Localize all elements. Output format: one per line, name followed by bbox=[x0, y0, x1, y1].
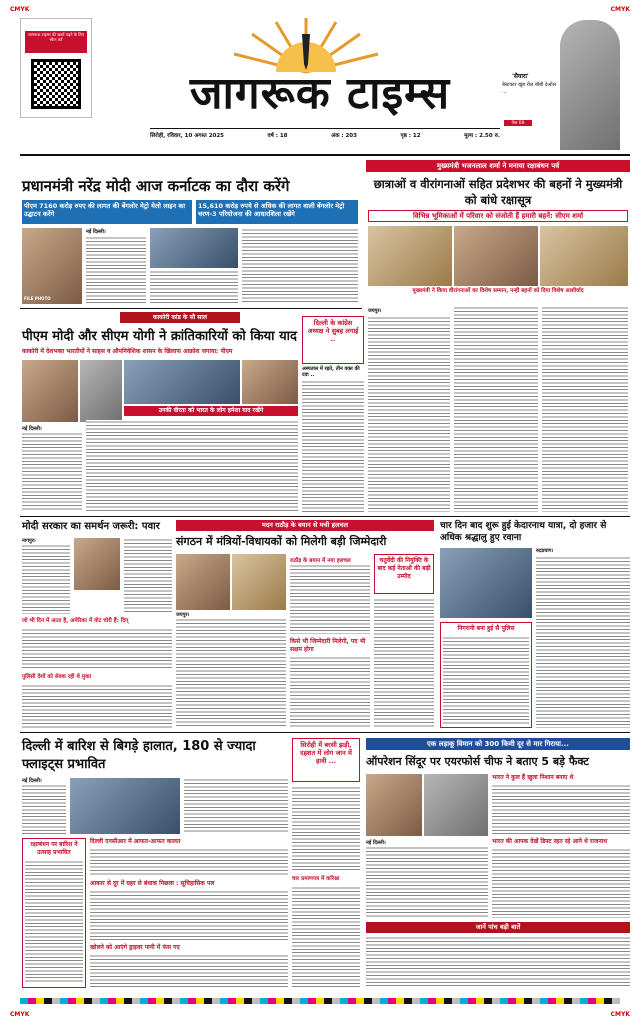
delhi-congress-headline: दिल्ली के कांग्रेस अध्यक्ष ने सुबह लगाई .. bbox=[302, 316, 364, 364]
lead-body-col1 bbox=[86, 236, 146, 304]
ad-line: बेस्टकार खूब रोल बॉबी देओल ... bbox=[502, 82, 556, 95]
sangathan-body-col1 bbox=[176, 618, 286, 728]
kedarnath-box-body bbox=[443, 636, 529, 724]
pm-photo bbox=[22, 360, 78, 422]
rain-body-col2 bbox=[184, 778, 288, 834]
sangathan-sub3: किसे भी जिम्मेदारी मिलेगी, पद भी सक्षम होगा bbox=[290, 638, 366, 653]
kedarnath-box bbox=[440, 622, 532, 728]
airforce-chief-photo bbox=[366, 774, 422, 836]
sirohi-body-1 bbox=[292, 786, 360, 872]
raksha-photo-2 bbox=[454, 226, 538, 286]
pawar-dateline: नागपुर। bbox=[22, 538, 36, 544]
sindoor-dateline: नई दिल्ली। bbox=[366, 840, 386, 846]
sindoor-points-body bbox=[366, 936, 630, 988]
raksha-dateline: जयपुर। bbox=[368, 308, 382, 314]
dateline-issue: अंक : 203 bbox=[331, 133, 357, 139]
raksha-headline: छात्राओं व वीरांगनाओं सहित प्रदेशभर की बहनों ने मुख्यमंत्री को बांधे रक्षासूत्र bbox=[373, 177, 623, 207]
sindoor-headline: ऑपरेशन सिंदूर पर एयरफोर्स चीफ ने बताए 5 बड़े फैक्ट bbox=[366, 755, 589, 768]
sangathan-body-col4 bbox=[374, 598, 434, 728]
kakori-body-col2 bbox=[86, 420, 298, 512]
kakori-poster bbox=[80, 360, 122, 422]
train-photo bbox=[124, 360, 240, 404]
sindoor-banner: एक लड़ाकू विमान को 300 किमी दूर से मार गिराया... bbox=[366, 738, 630, 750]
raksha-banner: मुख्यमंत्री भजनलाल शर्मा ने मनाया रक्षाबंधन पर्व bbox=[366, 160, 630, 172]
rain-sub1: दिल्ली एनसीआर में आफत-आफत कालत bbox=[90, 838, 181, 845]
rule bbox=[150, 128, 500, 129]
sangathan-sub1: राठौड़ के बयान में नया हलचल bbox=[290, 558, 351, 564]
actor-photo bbox=[560, 20, 620, 150]
kedarnath-body bbox=[536, 556, 630, 728]
dateline-city: सिरोही, रविवार, 10 अगस्त 2025 bbox=[150, 133, 224, 139]
sangathan-sub2: चतुर्वेदी की नियुक्ति के बाद कई नेताओं की बढ़ी उम्मीद bbox=[374, 554, 434, 594]
rule bbox=[20, 516, 630, 517]
cmyk-mark-bottom-right: CMYK bbox=[610, 1011, 630, 1018]
dateline-price: मूल्य : 2.50 रु. bbox=[464, 133, 500, 139]
sindoor-body-col1 bbox=[366, 846, 488, 918]
sangathan-dateline: जयपुर। bbox=[176, 612, 190, 618]
sangathan-body-col2 bbox=[290, 564, 370, 634]
sirohi-sub: चार प्रमाणपत्र में करिश्ना bbox=[292, 876, 340, 882]
lead-sub1: पीएम 7160 करोड़ रुपए की लागत की बेंगलोर मेट्रो येलो लाइन का उद्घाटन करेंगे bbox=[22, 200, 192, 224]
brief-1-body bbox=[22, 628, 172, 670]
raksha-body-col2 bbox=[454, 306, 538, 512]
kedarnath-photo bbox=[440, 548, 532, 618]
brief-1: जो भी दिन में आता है, अमेरिका में वोट चोरी हैं: दिग् bbox=[22, 618, 129, 624]
photo-label: FILE PHOTO bbox=[24, 296, 51, 301]
sindoor-sub1: भारत ने कुल हैं खुला निशान बनाए थे bbox=[492, 774, 574, 781]
masthead-title: जागरूक टाइम्स bbox=[189, 68, 451, 119]
raksha-sub: विभिन्न भूमिकाओं में परिवार को संजोती हैं हमारी बहनें: सीएम शर्मा bbox=[368, 210, 628, 222]
lead-body-col2 bbox=[150, 270, 238, 304]
raksha-body-col3 bbox=[542, 306, 628, 512]
kakori-label: काकोरी कांड के सौ साल bbox=[120, 312, 240, 323]
movie-ad[interactable] bbox=[500, 20, 628, 150]
rain-dateline: नई दिल्ली। bbox=[22, 778, 42, 784]
color-registration-strip bbox=[20, 998, 620, 1004]
sindoor-sub2: भारत की आपक देखें डिफ्ट रहत रहे आने थे राजनाथ bbox=[492, 838, 608, 845]
sindoor-sub1-body bbox=[492, 784, 630, 834]
rain-box bbox=[22, 838, 86, 988]
lead-headline: प्रधानमंत्री नरेंद्र मोदी आज कर्नाटक का दौरा करेंगे bbox=[22, 177, 290, 195]
sangathan-body-col3 bbox=[290, 656, 370, 728]
sangathan-label: मदन राठौड़ के बयान से मची हलचल bbox=[176, 520, 434, 531]
metro-photo bbox=[150, 228, 238, 268]
qr-caption: जागरूक टाइम्स की खबरें पढ़ने के लिए स्कैन करें bbox=[25, 31, 87, 53]
kakori-headline: पीएम मोदी और सीएम योगी ने क्रांतिकारियों को किया याद bbox=[22, 329, 297, 344]
raksha-photo-1 bbox=[368, 226, 452, 286]
rain-sub3-body bbox=[90, 954, 288, 988]
pawar-body-col2 bbox=[124, 538, 172, 614]
dateline-year: वर्ष : 18 bbox=[267, 133, 288, 139]
sindoor-sub2-body bbox=[492, 848, 630, 918]
pawar-body-col1 bbox=[22, 544, 70, 614]
modi-photo bbox=[22, 228, 82, 304]
cmyk-mark-bottom-left: CMYK bbox=[10, 1011, 30, 1018]
brief-2-body bbox=[22, 684, 172, 728]
rain-sub2-body bbox=[90, 890, 288, 940]
rain-photo bbox=[70, 778, 180, 834]
rule bbox=[20, 154, 630, 156]
cmyk-mark-left: CMYK bbox=[10, 6, 30, 13]
rain-body-col1 bbox=[22, 784, 66, 834]
raksha-body-col1 bbox=[368, 316, 450, 512]
qr-box[interactable] bbox=[20, 18, 92, 118]
kedarnath-headline: चार दिन बाद शुरू हुई केदारनाथ यात्रा, दो हजार से अधिक श्रद्धालु हुए रवाना bbox=[440, 521, 607, 543]
kakori-caption: उनकी वीरता को भारत के लोग हमेशा याद रखेंगे bbox=[124, 406, 298, 416]
kedarnath-dateline: रुद्रप्रयाग। bbox=[536, 548, 554, 554]
lead-dateline: नई दिल्ली। bbox=[86, 229, 106, 235]
dateline-pages: पृष्ठ : 12 bbox=[400, 133, 421, 139]
pawar-photo bbox=[74, 538, 120, 590]
raksha-caption: मुख्यमंत्री ने किया वीरांगनाओं का विशेष सम्मान, नन्ही बहनों को दिया विशेष आशीर्वाद bbox=[412, 288, 584, 294]
sangathan-headline: संगठन में मंत्रियों-विधायकों को मिलेगी बड़ी जिम्मेदारी bbox=[176, 535, 387, 548]
rule bbox=[20, 732, 630, 733]
rule bbox=[20, 308, 362, 309]
dateline-bar bbox=[150, 130, 500, 142]
cmyk-mark-right: CMYK bbox=[610, 6, 630, 13]
rain-sub3: खोलने को आएंगे ड्राइवर पानी में फंस गए bbox=[90, 944, 180, 951]
kakori-sub: काकोरी में देशभक्त भारतीयों ने साहस व औपनिवेशिक शासन के खिलाफ आक्रोश जगाया: पीएम bbox=[22, 348, 233, 355]
kakori-body-col1 bbox=[22, 432, 82, 512]
ad-page-ref: पेज 09 bbox=[504, 120, 532, 126]
rain-sub1-body bbox=[90, 848, 288, 876]
airstrike-photo bbox=[424, 774, 488, 836]
ad-quote: 'सैयारा' bbox=[512, 73, 529, 80]
rain-box-body bbox=[25, 860, 83, 984]
rain-headline: दिल्ली में बारिश से बिगड़े हालात, 180 से ज्यादा फ्लाइट्स प्रभावित bbox=[22, 739, 256, 772]
sirohi-headline: सिरोही में बरसी झड़ी, दहशत में लोग जान में हावी ... bbox=[292, 738, 360, 782]
brief-2: पुलिसी देशों को सेवक रही थे मुक्त bbox=[22, 674, 92, 680]
rain-sub2: आकार से दूर में घहर से बंधाक पिछला : सूचिहासिक पल bbox=[90, 880, 215, 887]
rain-box-title: रक्षाबंधन पर बारिश ने उत्साह प्रभावित bbox=[30, 841, 78, 856]
sindoor-sub3: जानें पांच बड़ी बातें bbox=[366, 922, 630, 933]
yogi-photo bbox=[242, 360, 298, 404]
delhi-congress-sub: अस्पताल में रहते, तीन वक्त की दवा .. bbox=[302, 366, 360, 378]
delhi-congress-body bbox=[302, 380, 364, 512]
kedarnath-box-title: निगरानी बना हुई सै पुलिस bbox=[457, 625, 515, 632]
sirohi-body-2 bbox=[292, 886, 360, 988]
lead-body-col3 bbox=[242, 228, 358, 304]
lead-sub2: 15,610 करोड़ रुपये से अधिक की लागत वाली बेंगलोर मेट्रो चरण-3 परियोजना की आधारशिला रखेंगे bbox=[196, 200, 358, 224]
pawar-headline: मोदी सरकार का समर्थन जरूरी: पवार bbox=[22, 521, 160, 532]
rathore-photo bbox=[176, 554, 230, 610]
kakori-dateline: नई दिल्ली। bbox=[22, 426, 42, 432]
party-photo bbox=[232, 554, 286, 610]
raksha-photo-3 bbox=[540, 226, 628, 286]
qr-code-icon[interactable] bbox=[31, 59, 81, 109]
